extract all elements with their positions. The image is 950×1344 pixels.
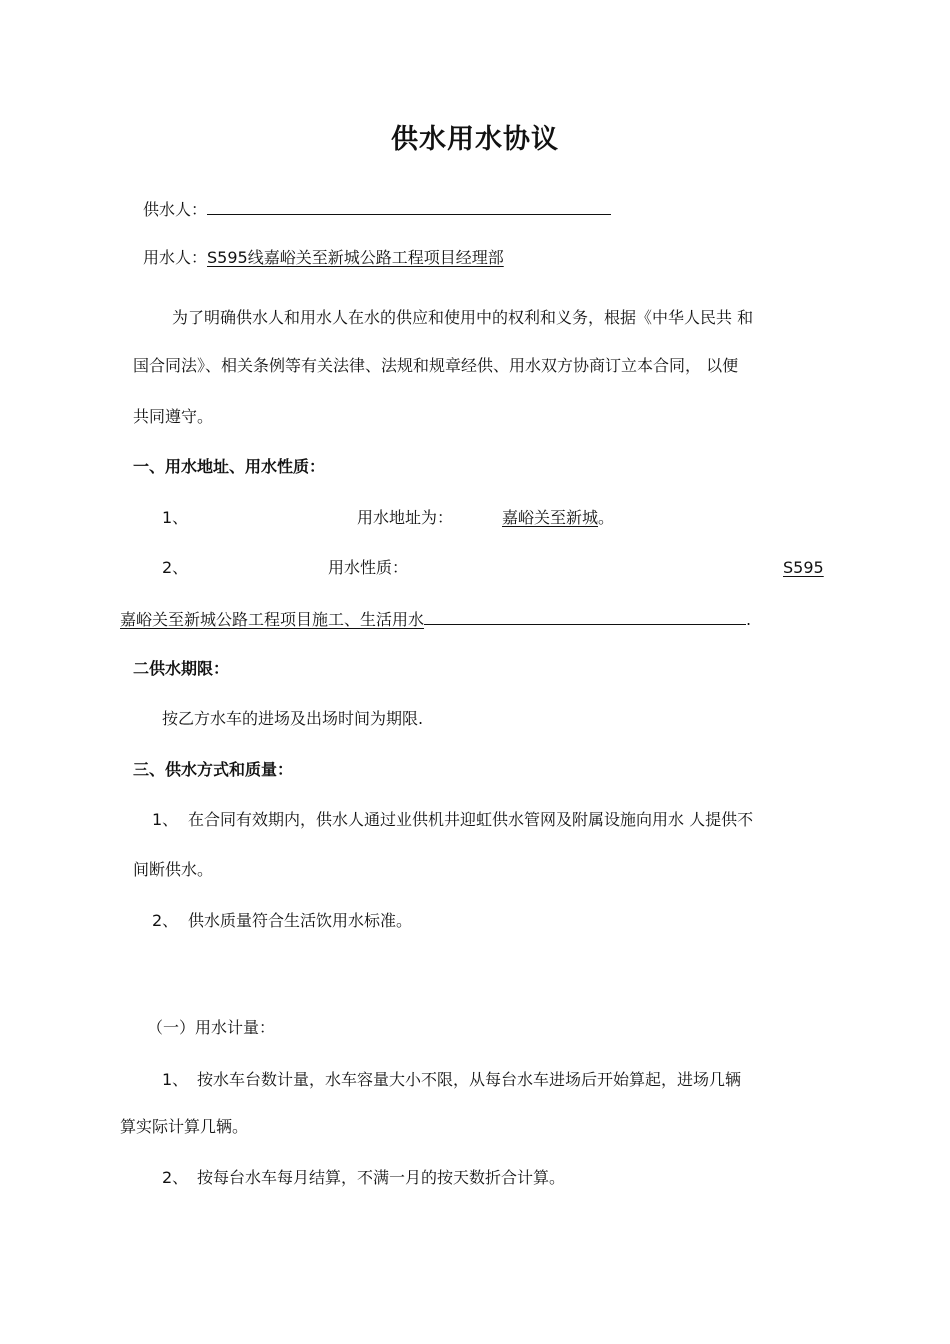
s1-item2-label: 用水性质： bbox=[328, 558, 409, 577]
supplier-line bbox=[143, 198, 611, 221]
section1-heading: 一、用水地址、用水性质： bbox=[133, 457, 326, 476]
user-line bbox=[143, 247, 504, 269]
s3-item1-num: 1、 bbox=[152, 810, 179, 829]
supplier-label: 供水人： bbox=[143, 200, 208, 219]
metering-item1-line1: 按水车台数计量，水车容量大小不限，从每台水车进场后开始算起，进场几辆 bbox=[197, 1070, 742, 1089]
user-value: S595线嘉峪关至新城公路工程项目经理部 bbox=[207, 248, 504, 267]
section3-heading: 三、供水方式和质量： bbox=[133, 760, 294, 779]
s1-item1-num: 1、 bbox=[162, 508, 189, 527]
intro-line-1: 为了明确供水人和用水人在水的供应和使用中的权利和义务，根据《中华人民共 和 bbox=[172, 308, 754, 327]
s1-item1-value: 嘉峪关至新城 bbox=[502, 508, 599, 527]
s3-item1-line1: 在合同有效期内，供水人通过业供机井迎虹供水管网及附属设施向用水 人提供不 bbox=[188, 810, 754, 829]
s1-item2-value-right: S595 bbox=[783, 558, 824, 577]
user-label: 用水人： bbox=[143, 248, 208, 267]
intro-line-3: 共同遵守。 bbox=[133, 407, 214, 426]
metering-item2-text: 按每台水车每月结算，不满一月的按天数折合计算。 bbox=[197, 1168, 566, 1187]
s1-item2-blank bbox=[424, 608, 746, 625]
s3-item2-text: 供水质量符合生活饮用水标准。 bbox=[188, 911, 413, 930]
s1-item2-end: . bbox=[746, 610, 752, 629]
document-title: 供水用水协议 bbox=[391, 124, 559, 155]
metering-item1-line2: 算实际计算几辆。 bbox=[120, 1117, 249, 1136]
s1-item2-cont-line bbox=[120, 608, 751, 631]
s1-item1-value-line bbox=[502, 507, 614, 529]
s1-item2-value-cont: 嘉峪关至新城公路工程项目施工、生活用水 bbox=[120, 610, 425, 629]
s1-item1-label: 用水地址为： bbox=[357, 508, 454, 527]
supplier-blank bbox=[207, 198, 611, 215]
section2-text: 按乙方水车的进场及出场时间为期限. bbox=[162, 709, 424, 728]
section2-heading: 二供水期限： bbox=[133, 659, 230, 678]
s1-item2-num: 2、 bbox=[162, 558, 189, 577]
metering-heading: （一）用水计量： bbox=[147, 1018, 276, 1037]
s3-item2-num: 2、 bbox=[152, 911, 179, 930]
s1-item1-end: 。 bbox=[598, 508, 615, 527]
metering-item1-num: 1、 bbox=[162, 1070, 189, 1089]
s3-item1-line2: 间断供水。 bbox=[133, 860, 214, 879]
metering-item2-num: 2、 bbox=[162, 1168, 189, 1187]
intro-line-2: 国合同法》、相关条例等有关法律、法规和规章经供、用水双方协商订立本合同， 以便 bbox=[133, 356, 739, 375]
